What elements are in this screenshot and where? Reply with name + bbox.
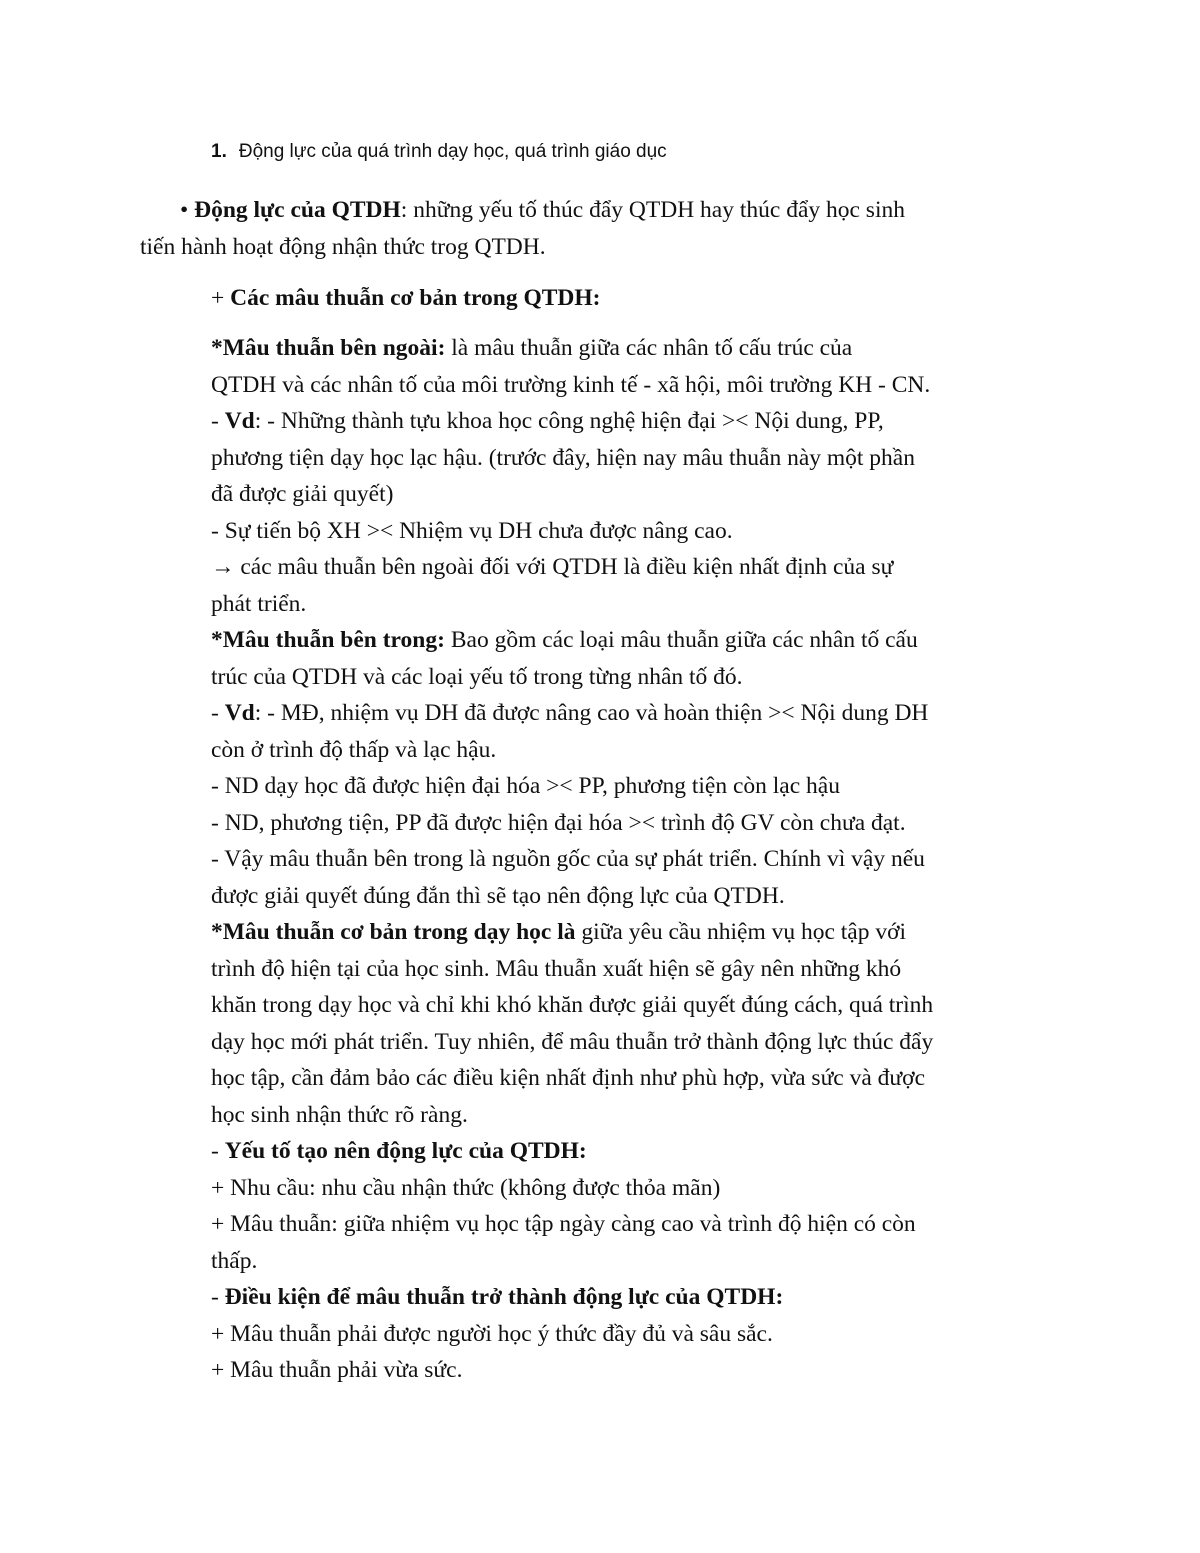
section-heading [211,141,667,163]
text-run: - [211,700,225,726]
intro-term: Động lực của QTDH [194,197,401,223]
text-line [211,1133,1081,1170]
text-run: : - MĐ, nhiệm vụ DH đã được nâng cao và hoàn thiện >< Nội dung DH [254,700,929,726]
text-run: - [211,1284,225,1310]
text-line [211,513,1081,550]
bold-run: *Mâu thuẫn bên trong: [211,627,445,653]
text-run: thấp. [211,1247,258,1274]
text-line [211,1243,1081,1280]
text-line [211,951,1081,988]
text-line [211,476,1081,513]
text-run: - Sự tiến bộ XH >< Nhiệm vụ DH chưa được nâng cao. [211,517,733,544]
text-line [211,1206,1081,1243]
text-line [211,440,1081,477]
text-line [211,1097,1081,1134]
text-line [211,914,1081,951]
text-run: phương tiện dạy học lạc hậu. (trước đây, hiện nay mâu thuẫn này một phần [211,444,915,471]
text-run: - ND dạy học đã được hiện đại hóa >< PP, phương tiện còn lạc hậu [211,773,840,799]
text-run: phát triển. [211,590,307,617]
bold-run: *Mâu thuẫn bên ngoài: [211,335,446,361]
text-line [211,805,1081,842]
text-run: - Vậy mâu thuẫn bên trong là nguồn gốc của sự phát triển. Chính vì vậy nếu [211,846,925,872]
text-run: + Mâu thuẫn: giữa nhiệm vụ học tập ngày càng cao và trình độ hiện có còn [211,1211,916,1237]
text-run: trình độ hiện tại của học sinh. Mâu thuẫn xuất hiện sẽ gây nên những khó [211,955,902,982]
text-run: - ND, phương tiện, PP đã được hiện đại hóa >< trình độ GV còn chưa đạt. [211,809,906,836]
text-line [211,367,1081,404]
text-run: dạy học mới phát triển. Tuy nhiên, để mâu thuẫn trở thành động lực thúc đẩy [211,1028,934,1055]
text-run: còn ở trình độ thấp và lạc hậu. [211,736,497,763]
text-run: là mâu thuẫn giữa các nhân tố cấu trúc của [445,335,853,361]
text-run: + Nhu cầu: nhu cầu nhận thức (không được thỏa mãn) [211,1174,721,1201]
text-run: - [211,1138,225,1164]
heading-text: Động lực của quá trình dạy học, quá trình giáo dục [238,141,667,162]
subheading [211,280,600,317]
text-run: học sinh nhận thức rõ ràng. [211,1101,468,1128]
text-line [211,1279,1081,1316]
text-line [211,1170,1081,1207]
text-run: đã được giải quyết) [211,481,394,507]
text-run: Bao gồm các loại mâu thuẫn giữa các nhân tố cấu [444,627,918,653]
intro-definition: : những yếu tố thúc đẩy QTDH hay thúc đẩy học sinh [400,197,905,223]
bold-run: Vd [224,700,255,726]
text-line [211,768,1081,805]
intro-line-1 [140,192,1070,229]
text-line [211,659,1081,696]
text-run: QTDH và các nhân tố của môi trường kinh tế - xã hội, môi trường KH - CN. [211,371,931,398]
text-run: : - Những thành tựu khoa học công nghệ hiện đại >< Nội dung, PP, [254,408,884,434]
text-line [211,732,1081,769]
text-run: khăn trong dạy học và chỉ khi khó khăn được giải quyết đúng cách, quá trình [211,992,934,1018]
bold-run: Yếu tố tạo nên động lực của QTDH: [224,1138,587,1164]
text-run: trúc của QTDH và các loại yếu tố trong từng nhân tố đó. [211,663,743,690]
bold-run: Vd [224,408,255,434]
text-line [211,1352,1081,1389]
text-run: học tập, cần đảm bảo các điều kiện nhất định như phù hợp, vừa sức và được [211,1065,926,1091]
text-run: + Mâu thuẫn phải được người học ý thức đầy đủ và sâu sắc. [211,1320,773,1347]
intro-line-2: tiến hành hoạt động nhận thức trog QTDH. [140,233,546,260]
text-run: + Mâu thuẫn phải vừa sức. [211,1357,463,1383]
text-run: - [211,408,225,434]
bold-run: Điều kiện để mâu thuẫn trở thành động lực của QTDH: [224,1284,784,1310]
subheading-text: Các mâu thuẫn cơ bản trong QTDH: [230,285,601,311]
text-line [211,695,1081,732]
bullet-glyph: • [180,197,189,223]
subheading-plus: + [211,285,231,311]
text-line [211,330,1081,367]
text-run: → các mâu thuẫn bên ngoài đối với QTDH là điều kiện nhất định của sự [211,554,894,580]
text-line [211,841,1081,878]
text-line [211,878,1081,915]
text-line [211,1060,1081,1097]
text-line [211,1316,1081,1353]
text-line [211,403,1081,440]
text-line [211,586,1081,623]
text-line [211,549,1081,586]
bold-run: *Mâu thuẫn cơ bản trong dạy học là [211,919,576,945]
body-text [211,330,1081,1389]
text-line [211,987,1081,1024]
text-line [211,622,1081,659]
heading-number: 1. [211,141,227,162]
text-line [211,1024,1081,1061]
text-run: giữa yêu cầu nhiệm vụ học tập với [575,919,907,945]
text-run: được giải quyết đúng đắn thì sẽ tạo nên động lực của QTDH. [211,882,785,909]
intro-paragraph [140,192,1070,265]
